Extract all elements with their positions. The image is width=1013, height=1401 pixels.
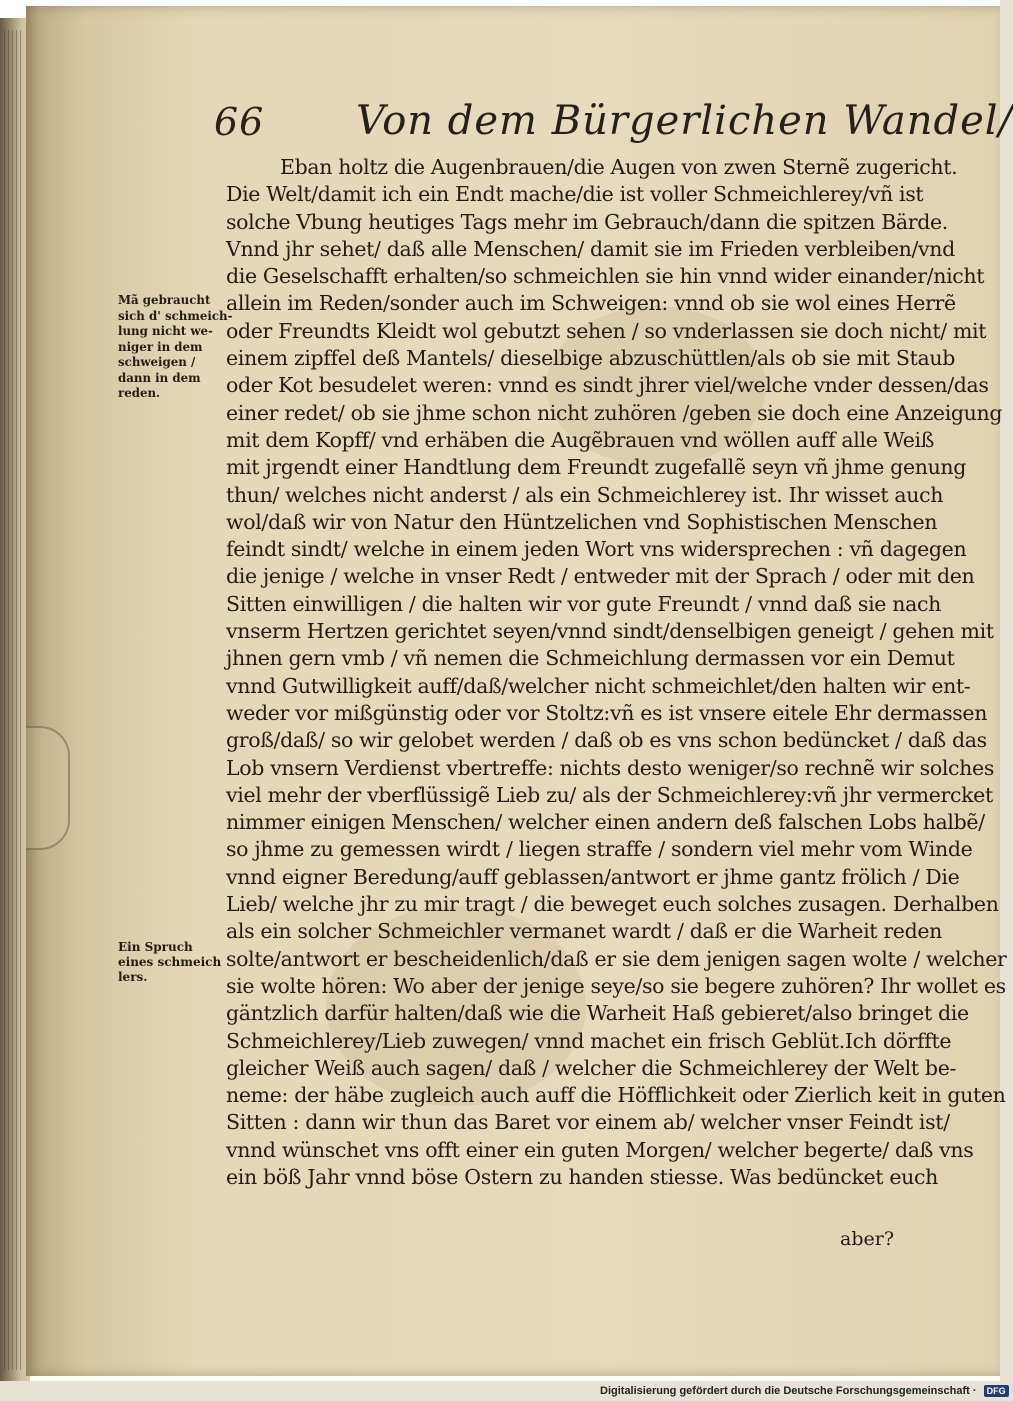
- text-line: ein böß Jahr vnnd böse Ostern zu handen stiesse. Was bedüncket euch: [226, 1164, 938, 1189]
- text-line: gäntzlich darfür halten/daß wie die Warheit Haß gebieret/also bringet die: [226, 1001, 969, 1026]
- text-line: als ein solcher Schmeichler vermanet wardt / daß er die Warheit reden: [226, 919, 942, 944]
- margin-note-line: niger in dem: [118, 339, 203, 354]
- text-line: neme: der häbe zugleich auch auff die Höfflichkeit oder Zierlich keit in guten: [226, 1083, 1006, 1108]
- text-line: vnnd wünschet vns offt einer ein guten Morgen/ welcher begerte/ daß vns: [226, 1137, 974, 1162]
- text-line: Vnnd jhr sehet/ daß alle Menschen/ damit sie im Frieden verbleiben/vnd: [226, 236, 955, 261]
- text-line: einem zipffel deß Mantels/ dieselbige abzuschüttlen/als ob sie mit Staub: [226, 346, 955, 371]
- text-line: solche Vbung heutiges Tags mehr im Gebrauch/dann die spitzen Bärde.: [226, 209, 948, 234]
- text-line: vnnd Gutwilligkeit auff/daß/welcher nicht schmeichlet/den halten wir ent-: [226, 673, 971, 698]
- text-line: solte/antwort er bescheidenlich/daß er sie dem jenigen sagen wolte / welcher: [226, 946, 1007, 971]
- text-line: thun/ welches nicht anderst / als ein Schmeichlerey ist. Ihr wisset auch: [226, 482, 944, 507]
- text-line: allein im Reden/sonder auch im Schweigen: vnnd ob sie wol eines Herrẽ: [226, 291, 956, 316]
- text-line: groß/daß/ so wir gelobet werden / daß ob es vns schon bedüncket / daß das: [226, 728, 987, 753]
- text-line: gleicher Weiß auch sagen/ daß / welcher die Schmeichlerey der Welt be-: [226, 1055, 957, 1080]
- text-line: so jhme zu gemessen wirdt / liegen straffe / sondern viel mehr vom Winde: [226, 837, 973, 862]
- text-line: vnnd eigner Beredung/auff geblassen/antwort er jhme gantz frölich / Die: [226, 864, 960, 889]
- text-line: Sitten einwilligen / die halten wir vor gute Freundt / vnnd daß sie nach: [226, 591, 941, 616]
- text-line: mit jrgendt einer Handtlung dem Freundt zugefallẽ seyn vñ jhme genung: [226, 455, 967, 480]
- page-edges: [4, 30, 24, 1370]
- footer-text: Digitalisierung gefördert durch die Deutsche Forschungsgemeinschaft ·: [600, 1385, 977, 1397]
- margin-note-line: schweigen /: [118, 355, 196, 369]
- dfg-logo-icon: DFG: [984, 1385, 1009, 1397]
- text-line: feindt sindt/ welche in einem jeden Wort vns widersprechen : vñ dagegen: [226, 537, 967, 562]
- text-line: nimmer einigen Menschen/ welcher einen andern deß falschen Lobs halbẽ/: [226, 810, 985, 835]
- margin-note-line: lers.: [118, 970, 148, 984]
- page-number: 66: [214, 100, 265, 144]
- text-line: oder Kot besudelet weren: vnnd es sindt jhrer viel/welche vnder dessen/das: [226, 373, 989, 398]
- page-header: [196, 92, 1013, 152]
- margin-note-line: eines schmeich: [118, 955, 222, 969]
- text-line: Lob vnsern Verdienst vbertreffe: nichts desto weniger/so rechnẽ wir solches: [226, 755, 994, 780]
- text-line: die Geselschafft erhalten/so schmeichlen sie hin vnnd wider einander/nicht: [226, 264, 985, 289]
- text-line: Schmeichlerey/Lieb zuwegen/ vnnd machet ein frisch Geblüt.Ich dörffte: [226, 1028, 952, 1053]
- text-line: sie wolte hören: Wo aber der jenige seye/so sie begere zuhören? Ihr wollet es: [226, 973, 1006, 998]
- text-line: vnserm Hertzen gerichtet seyen/vnnd sindt/denselbigen geneigt / gehen mit: [226, 619, 994, 644]
- text-line: oder Freundts Kleidt wol gebutzt sehen / so vnderlassen sie doch nicht/ mit: [226, 318, 987, 343]
- margin-note-line: reden.: [118, 386, 161, 400]
- footer-credit: [600, 1385, 1006, 1399]
- text-line: Die Welt/damit ich ein Endt mache/die ist voller Schmeichlerey/vñ ist: [226, 182, 924, 207]
- body-text: [226, 154, 1007, 1191]
- text-line: weder vor mißgünstig oder vor Stoltz:vñ es ist vnsere eitele Ehr dermassen: [226, 700, 988, 725]
- margin-note-line: Mã gebraucht: [118, 293, 211, 307]
- catchword: aber?: [840, 1228, 895, 1250]
- text-line: mit dem Kopff/ vnd erhäben die Augẽbrauen vnd wöllen auff alle Weiß: [226, 427, 935, 452]
- margin-note-line: sich d' schmeich-: [118, 308, 233, 323]
- page-tab: [26, 726, 70, 850]
- text-line: die jenige / welche in vnser Redt / entweder mit der Sprach / oder mit den: [226, 564, 975, 589]
- text-line: jhnen gern vmb / vñ nemen die Schmeichlung dermassen vor ein Demut: [226, 646, 955, 671]
- text-line: Sitten : dann wir thun das Baret vor einem ab/ welcher vnser Feindt ist/: [226, 1110, 950, 1135]
- running-head: Von dem Bürgerlichen Wandel/: [356, 98, 1013, 144]
- text-line: viel mehr der vberflüssigẽ Lieb zu/ als der Schmeichlerey:vñ jhr vermercket: [226, 782, 993, 807]
- margin-note-line: dann in dem: [118, 370, 201, 385]
- margin-note-line: lung nicht we-: [118, 324, 213, 338]
- margin-note-line: Ein Spruch: [118, 940, 193, 954]
- text-line: wol/daß wir von Natur den Hüntzelichen vnd Sophistischen Menschen: [226, 509, 938, 534]
- text-line: einer redet/ ob sie jhme schon nicht zuhören /geben sie doch eine Anzeigung: [226, 400, 1003, 425]
- margin-note-2: [118, 940, 226, 985]
- text-line: Lieb/ welche jhr zu mir tragt / die beweget euch solches zusagen. Derhalben: [226, 892, 999, 917]
- text-line: Eban holtz die Augenbrauen/die Augen von zwen Sternẽ zugericht.: [280, 155, 958, 179]
- margin-note-1: [118, 293, 233, 402]
